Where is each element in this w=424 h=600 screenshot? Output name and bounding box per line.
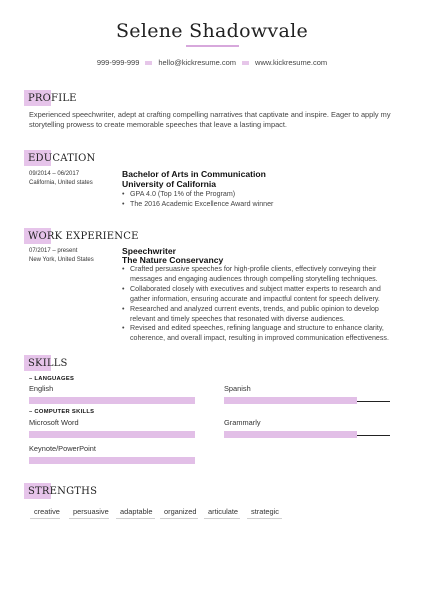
skill-bar-microsoft-word [29, 431, 195, 438]
list-item: • Crafted persuasive speeches for high-profile clients, effectively conveying their messages and engaging audiences through compelling storytelling techniques. [122, 265, 392, 285]
website-link[interactable]: www.kickresume.com [255, 58, 328, 67]
skill-bar-grammarly [224, 431, 357, 438]
profile-summary: Experienced speechwriter, adept at crafting compelling narratives that captivate and inspire. Eager to apply my storytelling prowess to create memorable speeches that leave a lasting impact. [29, 110, 391, 130]
list-item: • Revised and edited speeches, refining language and structure to enhance clarity, coherence, and overall impact, resulting in improved communication effectiveness. [122, 324, 392, 344]
contact-line [0, 58, 424, 67]
education-school: University of California [122, 179, 217, 189]
phone-text: 999-999-999 [96, 58, 140, 67]
skill-bar-keynote-powerpoint [29, 457, 195, 464]
section-title: SKILLS [28, 358, 68, 369]
tag-underline [204, 518, 240, 519]
tag-underline [69, 518, 109, 519]
skill-name: Grammarly [224, 418, 261, 427]
candidate-name: Selene Shadowvale [115, 20, 309, 42]
strength-tag: strategic [251, 507, 279, 516]
work-location: New York, United States [29, 257, 94, 263]
contact-separator [242, 61, 249, 65]
list-item: • Collaborated closely with executives and subject matter experts to research and gather information, ensuring accurate and impactful content for speech delivery. [122, 285, 392, 305]
education-degree: Bachelor of Arts in Communication [122, 169, 266, 179]
computer-skills-label: – COMPUTER SKILLS [29, 409, 95, 415]
education-dates: 09/2014 – 06/2017 [29, 171, 80, 177]
education-location: California, United states [29, 180, 93, 186]
strength-tag: articulate [208, 507, 238, 516]
work-position: Speechwriter [122, 246, 176, 256]
tag-underline [247, 518, 282, 519]
email-link[interactable]: hello@kickresume.com [158, 58, 237, 67]
strength-tag: organized [164, 507, 197, 516]
skill-name: Keynote/PowerPoint [29, 444, 96, 453]
section-title: PROFILE [28, 93, 77, 104]
skill-bar-spanish [224, 397, 357, 404]
skill-bar-english [29, 397, 195, 404]
education-bullets [122, 190, 392, 210]
strength-tag: persuasive [73, 507, 109, 516]
contact-separator [145, 61, 152, 65]
list-item: • GPA 4.0 (Top 1% of the Program) [122, 190, 392, 200]
work-dates: 07/2017 – present [29, 248, 78, 254]
section-title: WORK EXPERIENCE [28, 231, 139, 242]
list-item: • The 2016 Academic Excellence Award winner [122, 200, 392, 210]
list-item: • Researched and analyzed current events, trends, and public opinion to develop relevant and timely speeches that resonated with diverse audiences. [122, 305, 392, 325]
skill-name: Spanish [224, 384, 251, 393]
tag-underline [160, 518, 198, 519]
strength-tag: adaptable [120, 507, 153, 516]
work-bullets [122, 265, 392, 344]
skill-name: English [29, 384, 54, 393]
work-company: The Nature Conservancy [122, 255, 224, 265]
section-title: STRENGTHS [28, 486, 98, 497]
strength-tag: creative [34, 507, 60, 516]
tag-underline [116, 518, 155, 519]
skill-name: Microsoft Word [29, 418, 79, 427]
name-underline [186, 45, 239, 47]
languages-label: – LANGUAGES [29, 376, 75, 382]
tag-underline [30, 518, 60, 519]
section-title: EDUCATION [28, 153, 96, 164]
